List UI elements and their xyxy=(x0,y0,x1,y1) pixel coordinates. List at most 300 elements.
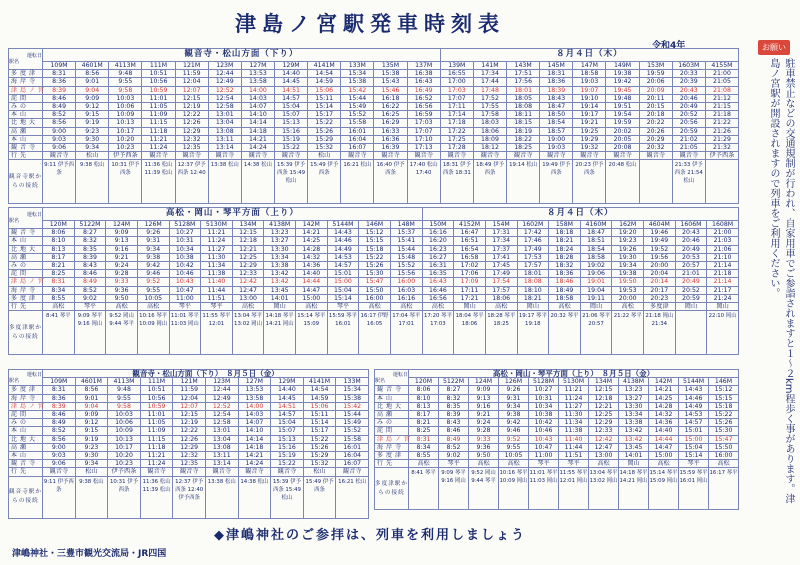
time-cell: 14:57 xyxy=(327,262,359,270)
time-cell: 19:04 xyxy=(580,286,612,294)
time-cell: 8:31 xyxy=(43,278,75,286)
time-cell: 観音寺 xyxy=(271,468,304,476)
time-cell: 21:08 xyxy=(705,86,738,94)
station-name: 多度津 xyxy=(375,452,409,460)
time-cell: 17:49 xyxy=(485,270,517,278)
train-number: 4141M xyxy=(303,378,336,386)
time-cell: 11:30 xyxy=(559,411,589,419)
connection-row xyxy=(9,311,739,355)
time-cell: 15:43 xyxy=(374,78,407,86)
time-cell: 20:57 xyxy=(675,262,707,270)
time-cell: 15:13 xyxy=(271,435,304,443)
time-cell: 13:27 xyxy=(619,394,649,402)
time-cell: 観音寺 xyxy=(175,152,208,160)
time-cell: 12:42 xyxy=(232,278,264,286)
time-cell: 15:47 xyxy=(709,435,739,443)
time-cell: 13:38 xyxy=(619,419,649,427)
time-cell: 13:23 xyxy=(619,386,649,394)
time-cell: 13:30 xyxy=(619,402,649,410)
time-cell: 17:56 xyxy=(507,78,540,86)
time-cell: 20:23 xyxy=(644,294,676,302)
station-row xyxy=(9,119,739,127)
connection-cell: 10:31 伊予西条 xyxy=(109,160,142,204)
time-cell: 18:01 xyxy=(507,86,540,94)
time-cell: 18:51 xyxy=(580,237,612,245)
train-number: 134M xyxy=(232,221,264,229)
time-cell: 8:25 xyxy=(43,270,75,278)
time-cell: 18:01 xyxy=(517,270,549,278)
time-cell: 15:38 xyxy=(336,394,369,402)
train-number: 4601M xyxy=(76,62,109,70)
time-cell: 15:12 xyxy=(709,386,739,394)
time-cell: 9:38 xyxy=(137,253,169,261)
page-title: 津島ノ宮駅発車時刻表 xyxy=(235,12,505,36)
connection-cell: 11:01 琴平 11:03 岡山 xyxy=(169,311,201,355)
time-cell: 11:05 xyxy=(142,103,175,111)
time-cell: 12:58 xyxy=(205,419,238,427)
station-row xyxy=(9,294,739,302)
time-cell: 14:01 xyxy=(619,452,649,460)
station-name: 詫間 xyxy=(9,270,43,278)
time-cell: 16:58 xyxy=(454,253,486,261)
time-cell: 14:36 xyxy=(296,262,328,270)
time-cell: 19:01 xyxy=(580,278,612,286)
time-cell: 18:46 xyxy=(549,278,581,286)
time-cell: 岡山 xyxy=(619,460,649,468)
station-row xyxy=(375,460,739,468)
direction-header-row xyxy=(9,49,739,62)
time-cell: 13:11 xyxy=(205,452,238,460)
time-cell: 15:52 xyxy=(341,111,374,119)
time-cell: 14:32 xyxy=(649,411,679,419)
time-cell: 9:21 xyxy=(106,253,138,261)
time-cell: 8:39 xyxy=(43,402,76,410)
connection-cell: 17:20 琴平 17:03 xyxy=(422,311,454,355)
time-cell: 14:53 xyxy=(327,253,359,261)
time-cell: 琴平 xyxy=(327,303,359,311)
time-cell: 松山 xyxy=(76,152,109,160)
time-cell: 20:59 xyxy=(672,127,705,135)
time-cell: 8:49 xyxy=(43,103,76,111)
time-cell: 15:07 xyxy=(274,111,307,119)
train-number: 154M xyxy=(485,221,517,229)
time-cell: 伊予西条 xyxy=(108,468,141,476)
connection-row xyxy=(375,468,739,510)
time-cell: 15:26 xyxy=(359,262,391,270)
time-cell: 12:47 xyxy=(232,286,264,294)
train-number: 111M xyxy=(140,378,173,386)
time-cell: 21:29 xyxy=(705,135,738,143)
timetable-down-0805 xyxy=(8,369,369,519)
time-cell: 12:33 xyxy=(232,270,264,278)
time-cell: 20:06 xyxy=(639,78,672,86)
time-cell: 松山 xyxy=(75,468,108,476)
time-cell: 18:32 xyxy=(549,262,581,270)
time-cell: 21:06 xyxy=(707,245,739,253)
station-name: 行先 xyxy=(375,460,409,468)
time-cell: 18:10 xyxy=(517,286,549,294)
time-cell: 15:00 xyxy=(679,435,709,443)
station-row xyxy=(9,111,739,119)
connection-cell: 20:32 琴平 xyxy=(549,311,581,355)
time-cell: 15:04 xyxy=(679,443,709,451)
time-cell: 17:10 xyxy=(407,135,440,143)
time-cell: 15:17 xyxy=(308,111,341,119)
time-cell: 12:07 xyxy=(173,402,206,410)
time-cell: 8:32 xyxy=(439,394,469,402)
time-cell: 17:54 xyxy=(485,278,517,286)
time-cell: 14:21 xyxy=(296,229,328,237)
time-cell: 19:06 xyxy=(580,270,612,278)
time-cell: 16:04 xyxy=(341,135,374,143)
time-cell: 観音寺 xyxy=(140,468,173,476)
time-cell: 17:13 xyxy=(407,144,440,152)
connection-cell: 13:38 松山 xyxy=(208,160,241,204)
corner-label-station: 駅名 xyxy=(9,377,20,384)
time-cell: 12:29 xyxy=(175,127,208,135)
time-cell: 21:14 xyxy=(707,262,739,270)
time-cell: 10:17 xyxy=(108,443,141,451)
time-cell: 14:10 xyxy=(241,111,274,119)
time-cell: 14:40 xyxy=(296,270,328,278)
station-name: 津島ノ宮 xyxy=(375,435,409,443)
train-number: 109M xyxy=(43,378,76,386)
time-cell: 12:18 xyxy=(589,394,619,402)
connection-cell: 16:40 伊予西条 xyxy=(374,160,407,204)
time-cell: 13:34 xyxy=(619,411,649,419)
time-cell: 10:46 xyxy=(529,427,559,435)
time-cell: 13:08 xyxy=(205,443,238,451)
time-cell: 13:14 xyxy=(205,460,238,468)
time-cell: 20:49 xyxy=(675,245,707,253)
time-cell: 観音寺 xyxy=(238,468,271,476)
time-cell: 15:15 xyxy=(359,237,391,245)
station-name: 本山 xyxy=(9,135,43,143)
time-cell: 12:49 xyxy=(208,78,241,86)
time-cell: 17:21 xyxy=(454,294,486,302)
time-cell: 岡山 xyxy=(580,303,612,311)
time-cell: 19:17 xyxy=(573,111,606,119)
train-number-row xyxy=(375,378,739,386)
train-number: 5144M xyxy=(327,221,359,229)
connection-cell: 11:36 松山 11:39 松山 xyxy=(140,476,173,518)
time-cell: 伊予西条 xyxy=(109,152,142,160)
time-cell: 17:58 xyxy=(473,111,506,119)
time-cell: 17:49 xyxy=(517,245,549,253)
station-name: 観音寺 xyxy=(9,144,43,152)
station-name: 詫間 xyxy=(9,411,43,419)
time-cell: 10:47 xyxy=(169,286,201,294)
connection-cell: 20:23 伊予西条 xyxy=(573,160,606,204)
time-cell: 13:23 xyxy=(264,229,296,237)
station-row xyxy=(375,402,739,410)
time-cell: 12:04 xyxy=(175,78,208,86)
time-cell: 10:20 xyxy=(109,135,142,143)
time-cell: 9:23 xyxy=(76,127,109,135)
time-cell: 11:34 xyxy=(559,419,589,427)
train-number: 4152M xyxy=(454,221,486,229)
time-cell: 琴平 xyxy=(529,460,559,468)
time-cell: 15:30 xyxy=(359,270,391,278)
train-number: 111M xyxy=(142,62,175,70)
time-cell: 15:06 xyxy=(303,402,336,410)
station-row xyxy=(9,394,369,402)
time-cell: 19:25 xyxy=(573,127,606,135)
train-number: 109M xyxy=(43,62,76,70)
train-number: 124M xyxy=(106,221,138,229)
time-cell: 16:49 xyxy=(407,86,440,94)
time-cell: 14:28 xyxy=(296,245,328,253)
station-name: 詫間 xyxy=(9,94,43,102)
station-row xyxy=(9,245,739,253)
time-cell: 17:42 xyxy=(517,229,549,237)
time-cell: 12:32 xyxy=(175,135,208,143)
time-cell: 10:46 xyxy=(169,270,201,278)
time-cell: 12:29 xyxy=(232,262,264,270)
train-number: 4155M xyxy=(705,62,738,70)
time-cell: 12:54 xyxy=(205,411,238,419)
time-cell: 21:15 xyxy=(705,103,738,111)
time-cell: 9:16 xyxy=(469,402,499,410)
time-cell: 9:42 xyxy=(137,262,169,270)
time-cell: 13:01 xyxy=(208,111,241,119)
time-cell: 11:34 xyxy=(201,262,233,270)
time-cell: 16:51 xyxy=(454,237,486,245)
train-number: 133M xyxy=(341,62,374,70)
time-cell: 10:34 xyxy=(529,402,559,410)
time-cell: 15:46 xyxy=(374,86,407,94)
connection-cell: 16:21 松山 xyxy=(336,476,369,518)
time-cell: 9:55 xyxy=(499,443,529,451)
time-cell: 20:52 xyxy=(672,111,705,119)
connection-cell: 11:55 琴平 12:01 岡山 xyxy=(559,468,589,510)
time-cell: 18:06 xyxy=(473,127,506,135)
time-cell: 観音寺 xyxy=(274,152,307,160)
time-cell: 20:09 xyxy=(639,86,672,94)
corner-label-operating-day: 運転日 xyxy=(392,371,408,378)
time-cell: 20:43 xyxy=(675,229,707,237)
station-name: 多度津 xyxy=(9,294,43,302)
time-cell: 8:13 xyxy=(409,402,439,410)
time-cell: 観音寺 xyxy=(43,152,76,160)
train-number: 120M xyxy=(43,221,75,229)
corner-label-operating-day: 運転日 xyxy=(26,371,42,378)
time-cell: 21:00 xyxy=(707,229,739,237)
time-cell: 9:26 xyxy=(137,229,169,237)
time-cell: 16:16 xyxy=(390,294,422,302)
time-cell: 14:59 xyxy=(308,78,341,86)
time-cell: 18:47 xyxy=(580,229,612,237)
connection-cell: 9:11 伊予西条 xyxy=(43,476,76,518)
time-cell: 11:30 xyxy=(201,253,233,261)
time-cell: 20:05 xyxy=(606,135,639,143)
time-cell: 11:44 xyxy=(201,286,233,294)
time-cell: 12:19 xyxy=(173,419,206,427)
time-cell: 13:38 xyxy=(264,262,296,270)
station-name: 観音寺 xyxy=(375,386,409,394)
time-cell: 観音寺 xyxy=(208,152,241,160)
time-cell: 12:21 xyxy=(232,245,264,253)
time-cell: 13:30 xyxy=(264,245,296,253)
time-cell: 12:15 xyxy=(589,386,619,394)
time-cell: 17:14 xyxy=(440,111,473,119)
time-cell: 8:10 xyxy=(43,237,75,245)
station-row xyxy=(9,237,739,245)
station-name: 高瀬 xyxy=(9,253,43,261)
time-cell: 8:49 xyxy=(43,419,76,427)
station-name: 行先 xyxy=(9,152,43,160)
time-cell: 19:23 xyxy=(612,237,644,245)
time-cell: 9:04 xyxy=(76,86,109,94)
time-cell: 観音寺 xyxy=(407,152,440,160)
train-number: 120M xyxy=(409,378,439,386)
connection-label: 観音寺駅からの接続 xyxy=(9,476,43,518)
station-name: 本山 xyxy=(9,452,43,460)
time-cell: 20:11 xyxy=(639,94,672,102)
time-cell: 11:05 xyxy=(140,419,173,427)
direction-title: 観音寺・松山方面（下り） xyxy=(43,49,441,62)
train-number: 5122M xyxy=(74,221,106,229)
train-number: 147M xyxy=(573,62,606,70)
station-name: 多度津 xyxy=(9,70,43,78)
time-cell: 9:30 xyxy=(76,135,109,143)
time-cell: 13:42 xyxy=(264,278,296,286)
time-cell: 20:46 xyxy=(675,237,707,245)
station-row xyxy=(9,452,369,460)
connection-cell: 21:33 伊予西条 21:54 松山 xyxy=(672,160,705,204)
time-cell: 19:45 xyxy=(606,86,639,94)
time-cell: 9:46 xyxy=(137,270,169,278)
time-cell: 9:01 xyxy=(76,78,109,86)
time-cell: 17:31 xyxy=(485,229,517,237)
time-cell: 17:25 xyxy=(440,135,473,143)
time-cell: 8:46 xyxy=(43,94,76,102)
time-cell: 8:43 xyxy=(74,262,106,270)
time-cell: 9:21 xyxy=(469,411,499,419)
connection-cell: 9:38 松山 xyxy=(75,476,108,518)
time-cell: 観音寺 xyxy=(639,152,672,160)
time-cell: 岡山 xyxy=(264,303,296,311)
time-cell: 8:56 xyxy=(76,70,109,78)
time-cell: 20:15 xyxy=(639,103,672,111)
station-name: 海岸寺 xyxy=(375,443,409,451)
time-cell: 18:05 xyxy=(507,94,540,102)
train-number: 139M xyxy=(440,62,473,70)
time-cell: 10:09 xyxy=(109,111,142,119)
time-cell: 15:49 xyxy=(341,103,374,111)
station-row xyxy=(9,127,739,135)
time-cell: 10:51 xyxy=(142,70,175,78)
station-name: 観音寺 xyxy=(9,229,43,237)
time-cell: 高松 xyxy=(409,460,439,468)
time-cell: 14:28 xyxy=(649,402,679,410)
time-cell: 9:13 xyxy=(106,237,138,245)
time-cell: 19:52 xyxy=(644,245,676,253)
time-cell: 松山 xyxy=(303,468,336,476)
time-cell: 19:59 xyxy=(639,70,672,78)
time-cell: 15:01 xyxy=(327,270,359,278)
time-cell: 13:42 xyxy=(619,435,649,443)
time-cell: 15:22 xyxy=(271,460,304,468)
train-number: 143M xyxy=(507,62,540,70)
time-cell: 8:35 xyxy=(439,402,469,410)
time-cell: 観音寺 xyxy=(173,468,206,476)
train-number: 146M xyxy=(709,378,739,386)
time-cell: 8:39 xyxy=(439,411,469,419)
train-number: 142M xyxy=(296,221,328,229)
station-row xyxy=(9,303,739,311)
connection-cell: 13:38 松山 xyxy=(205,476,238,518)
time-cell: 14:45 xyxy=(271,394,304,402)
time-cell: 14:14 xyxy=(241,119,274,127)
time-cell: 9:24 xyxy=(106,262,138,270)
time-cell: 16:23 xyxy=(422,245,454,253)
station-row xyxy=(9,262,739,270)
time-cell: 19:26 xyxy=(612,245,644,253)
station-name: 高瀬 xyxy=(375,411,409,419)
train-number: 4604M xyxy=(644,221,676,229)
connection-cell: 16:17 伊野 16:05 xyxy=(359,311,391,355)
time-cell: 17:57 xyxy=(485,286,517,294)
connection-label: 多度津駅からの接続 xyxy=(375,468,409,510)
time-cell: 15:34 xyxy=(341,70,374,78)
time-cell: 16:35 xyxy=(422,270,454,278)
time-cell: 8:36 xyxy=(43,78,76,86)
time-cell: 16:33 xyxy=(374,127,407,135)
time-cell: 9:55 xyxy=(108,394,141,402)
time-cell: 14:07 xyxy=(238,419,271,427)
time-cell: 18:15 xyxy=(507,119,540,127)
time-cell: 15:06 xyxy=(308,86,341,94)
time-cell: 18:54 xyxy=(580,245,612,253)
time-cell: 9:03 xyxy=(43,135,76,143)
time-cell: 8:43 xyxy=(439,419,469,427)
time-cell: 20:17 xyxy=(644,286,676,294)
train-number: 153M xyxy=(639,62,672,70)
time-cell: 20:02 xyxy=(606,127,639,135)
time-cell: 12:29 xyxy=(589,419,619,427)
time-cell: 16:18 xyxy=(374,94,407,102)
time-cell: 12:44 xyxy=(205,386,238,394)
time-cell: 11:18 xyxy=(142,127,175,135)
time-cell: 15:22 xyxy=(709,411,739,419)
time-cell: 11:24 xyxy=(201,237,233,245)
footer-message: ◆津嶋神社のご参拝は、列車を利用しましょう xyxy=(214,528,526,543)
time-cell: 11:59 xyxy=(173,386,206,394)
time-cell: 21:00 xyxy=(705,70,738,78)
time-cell: 14:54 xyxy=(303,386,336,394)
time-cell: 15:22 xyxy=(359,253,391,261)
time-cell: 14:03 xyxy=(238,411,271,419)
time-cell: 15:29 xyxy=(303,452,336,460)
time-cell: 12:42 xyxy=(589,435,619,443)
time-cell: 18:58 xyxy=(580,253,612,261)
time-cell: 16:25 xyxy=(374,111,407,119)
time-cell: 10:03 xyxy=(108,411,141,419)
time-cell: 15:12 xyxy=(359,229,391,237)
time-cell: 15:14 xyxy=(679,452,709,460)
time-cell: 21:05 xyxy=(705,78,738,86)
time-cell: 9:12 xyxy=(75,419,108,427)
time-cell: 8:46 xyxy=(74,270,106,278)
time-cell: 9:19 xyxy=(75,435,108,443)
time-cell: 9:52 xyxy=(499,435,529,443)
time-cell: 18:25 xyxy=(507,144,540,152)
time-cell: 10:09 xyxy=(108,427,141,435)
connection-cell: 9:09 琴平 9:16 岡山 xyxy=(74,311,106,355)
time-cell: 15:44 xyxy=(341,94,374,102)
time-cell: 14:24 xyxy=(238,460,271,468)
